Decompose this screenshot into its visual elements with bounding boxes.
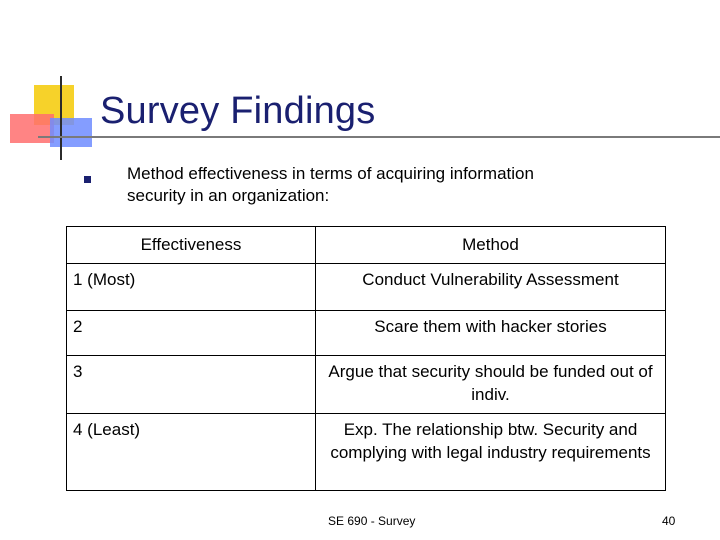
method-cell: Argue that security should be funded out of indiv. [328,362,653,404]
logo-vertical-line [60,76,62,160]
method-cell: Exp. The relationship btw. Security and complying with legal industry requirements [330,420,651,462]
bullet-text: Method effectiveness in terms of acquiring information security in an organization: [127,164,534,205]
method-cell: Scare them with hacker stories [374,317,607,336]
header-effectiveness: Effectiveness [67,227,316,264]
findings-table [66,226,666,491]
page-number: 40 [662,514,676,528]
table-row [67,264,666,311]
slide-footer: SE 690 - Survey [328,514,416,528]
slide-title: Survey Findings [100,90,376,132]
header-method: Method [316,227,666,264]
method-cell: Conduct Vulnerability Assessment [362,270,619,289]
effectiveness-cell: 3 [73,362,83,381]
table-row [67,414,666,491]
effectiveness-cell: 2 [73,317,83,336]
table-row [67,356,666,414]
logo-square-red [10,114,54,143]
bullet-square-icon [84,176,91,183]
title-underline [38,136,720,138]
table-row [67,311,666,356]
logo-square-blue [50,118,92,147]
table-header-row [67,227,666,264]
effectiveness-cell: 1 (Most) [73,270,136,289]
effectiveness-cell: 4 (Least) [73,420,141,439]
